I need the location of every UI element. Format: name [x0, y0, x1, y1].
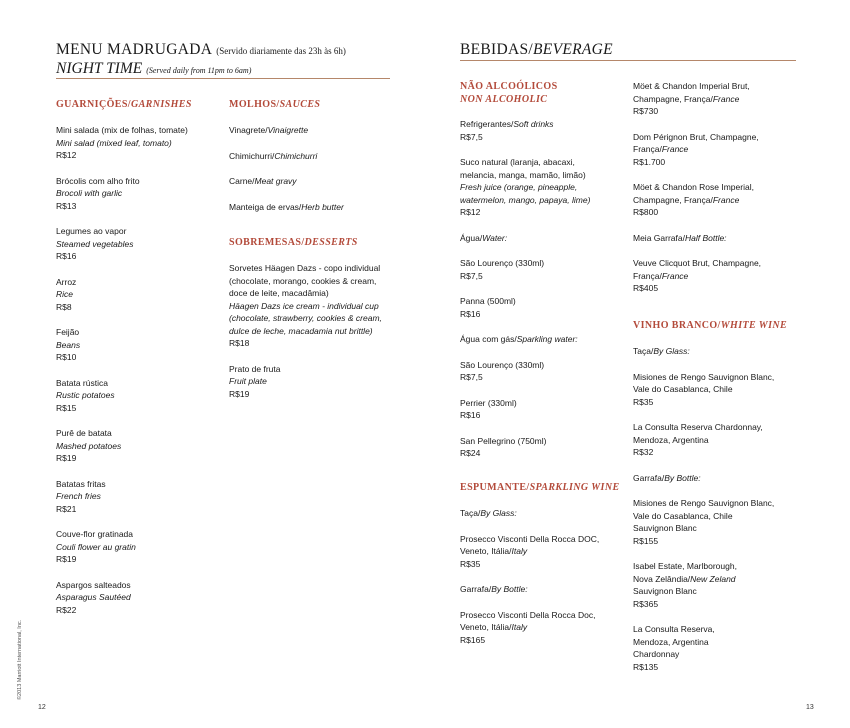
garnish-name-en: Rice	[56, 289, 74, 299]
sauce-name-pt: Carne/	[229, 176, 255, 186]
garnish-price: R$15	[56, 402, 77, 413]
drink-item	[460, 118, 630, 143]
garnish-name-line	[56, 175, 226, 188]
section-white-wine-pt: VINHO BRANCO/	[633, 320, 721, 331]
dessert-description-en: (chocolate, strawberry, cookies & cream,	[229, 313, 382, 323]
sauces-list	[229, 124, 399, 226]
wine-origin-pt: Veneto, Itália/	[460, 622, 512, 632]
section-sauces-pt: MOLHOS/	[229, 99, 280, 110]
page-title	[56, 41, 346, 59]
wine-name: La Consulta Reserva Chardonnay,	[633, 422, 763, 432]
drink-name: melancia, manga, mamão, limão)	[460, 169, 586, 180]
wine-item	[460, 609, 630, 647]
drink-name	[460, 118, 630, 131]
garnish-item	[56, 478, 226, 516]
sparkling-water-name: Perrier (330ml)	[460, 397, 517, 408]
wine-item	[633, 623, 808, 673]
by-glass-label-en: By Glass:	[480, 508, 517, 518]
beverage-title-en: BEVERAGE	[533, 41, 613, 58]
drink-name-en: watermelon, mango, papaya, lime)	[460, 194, 591, 205]
garnish-name-en: French fries	[56, 491, 101, 501]
sparkling-water-label-pt: Água com gás/	[460, 334, 517, 344]
drink-name-pt: Refrigerantes/	[460, 119, 514, 129]
by-glass-label-pt: Taça/	[633, 346, 654, 356]
garnish-price: R$10	[56, 352, 77, 362]
wine-price: R$35	[633, 396, 654, 407]
section-sauces	[229, 98, 320, 111]
non-alcoholic-list	[460, 118, 630, 473]
menu-subtitle: NIGHT TIME	[56, 60, 143, 77]
section-non-alcoholic	[460, 80, 558, 106]
garnish-name: Brócolis com alho frito	[56, 175, 140, 186]
section-sparkling-wine-pt: ESPUMANTE/	[460, 482, 530, 493]
garnish-item	[56, 579, 226, 617]
wine-price: R$165	[460, 634, 486, 645]
menu-subtitle-note: (Served daily from 11pm to 6am)	[146, 66, 252, 75]
dessert-description: (chocolate, morango, cookies & cream,	[229, 275, 377, 286]
wine-price: R$135	[633, 661, 659, 672]
garnish-name: Mini salada	[56, 125, 99, 135]
by-bottle-label-en: By Bottle:	[491, 584, 528, 594]
garnish-item	[56, 528, 226, 566]
wine-price: R$365	[633, 598, 659, 609]
champagne-origin-en: France	[712, 93, 740, 104]
dessert-description-en: dulce de leche, macadamia nut brittle)	[229, 325, 373, 336]
sparkling-water-item	[460, 435, 630, 460]
garnish-price: R$21	[56, 503, 77, 514]
sparkling-water-name: São Lourenço (330ml)	[460, 359, 545, 370]
garnish-name-en: Beans	[56, 339, 81, 350]
garnish-name: Legumes ao vapor	[56, 226, 127, 236]
section-desserts-pt: SOBREMESAS/	[229, 237, 305, 248]
champagne-origin-pt: Champagne, França/	[633, 93, 713, 104]
water-label-en: Water:	[482, 232, 508, 243]
wine-name: Chardonnay	[633, 649, 680, 659]
dessert-description-en: Häagen Dazs ice cream - individual cup	[229, 300, 379, 311]
dessert-name: Sorvetes Häagen Dazs - copo individual	[229, 263, 381, 273]
wine-origin-en: New Zeland	[690, 573, 736, 584]
copyright-note: ©2013 Marriott International, Inc.	[17, 619, 23, 700]
champagne-origin	[633, 194, 808, 207]
garnish-name: Couve-flor gratinada	[56, 529, 134, 539]
section-non-alcoholic-en: NON ALCOHOLIC	[460, 94, 548, 105]
dessert-description: doce de leite, macadâmia)	[229, 288, 329, 298]
sauce-name-en: Meat gravy	[254, 176, 297, 186]
garnish-name: Purê de batata	[56, 428, 112, 438]
champagne-name: Möet & Chandon Imperial Brut,	[633, 81, 750, 91]
wine-name: Prosecco Visconti Della Rocca Doc,	[460, 609, 596, 620]
section-non-alcoholic-pt: NÃO ALCOÓLICOS	[460, 81, 558, 92]
garnish-name-line	[56, 427, 226, 440]
drink-price: R$7,5	[460, 131, 483, 142]
garnish-price: R$12	[56, 150, 77, 160]
garnish-name-en: Mini salad (mixed leaf, tomato)	[56, 137, 172, 148]
drink-name-en: Fresh juice (orange, pineapple,	[460, 182, 578, 192]
section-desserts-en: DESSERTS	[304, 237, 358, 248]
by-bottle-label-pt: Garrafa/	[633, 472, 665, 483]
water-item	[460, 295, 630, 320]
garnish-name-line	[56, 225, 226, 238]
water-name: Panna (500ml)	[460, 296, 516, 306]
half-bottle-label	[633, 232, 808, 245]
menu-title: MENU MADRUGADA	[56, 41, 213, 58]
section-white-wine-en: WHITE WINE	[720, 320, 788, 331]
champagne-item	[633, 131, 808, 169]
wine-origin-en: Italy	[511, 622, 528, 632]
garnish-name-line	[56, 478, 226, 491]
wine-name: Prosecco Visconti Della Rocca DOC,	[460, 533, 600, 544]
garnish-price: R$19	[56, 453, 77, 463]
champagne-name: Veuve Clicquot Brut, Champagne,	[633, 258, 762, 268]
wine-origin-pt: Nova Zelândia/	[633, 573, 691, 584]
garnish-name-en: Rustic potatoes	[56, 390, 115, 400]
water-label	[460, 232, 630, 245]
drink-item	[460, 156, 630, 219]
champagne-list	[633, 80, 808, 308]
by-bottle-label	[460, 583, 630, 596]
champagne-origin-en: France	[661, 270, 689, 281]
beverage-title-pt: BEBIDAS/	[460, 41, 534, 58]
champagne-item	[633, 181, 808, 219]
sparkling-water-price: R$7,5	[460, 372, 483, 382]
half-bottle-label-pt: Meia Garrafa/	[633, 232, 685, 243]
garnish-name-en: Couli flower au gratin	[56, 541, 136, 552]
dessert-description-en: Fruit plate	[229, 376, 267, 386]
garnish-price: R$16	[56, 251, 77, 261]
champagne-price: R$405	[633, 283, 659, 293]
champagne-name: Möet & Chandon Rose Imperial,	[633, 182, 754, 192]
right-header-rule	[460, 60, 796, 61]
champagne-origin	[633, 93, 808, 106]
water-label-pt: Água/	[460, 232, 483, 243]
champagne-price: R$730	[633, 106, 659, 116]
garnish-price: R$22	[56, 604, 77, 615]
champagne-origin-pt: França/	[633, 270, 662, 281]
desserts-list	[229, 262, 404, 413]
champagne-name: Dom Pérignon Brut, Champagne,	[633, 131, 759, 142]
by-glass-label-pt: Taça/	[460, 508, 481, 518]
half-bottle-label-en: Half Bottle:	[684, 232, 727, 243]
champagne-price: R$800	[633, 207, 659, 217]
garnish-name-en: Steamed vegetables	[56, 238, 134, 249]
water-item	[460, 257, 630, 282]
by-bottle-label	[633, 472, 808, 485]
champagne-origin-en: France	[661, 144, 689, 154]
dessert-price: R$18	[229, 338, 250, 348]
wine-origin-en: Italy	[511, 546, 528, 556]
garnish-name: Feijão	[56, 327, 80, 337]
wine-item	[633, 560, 808, 610]
wine-item	[633, 497, 808, 547]
wine-name: Sauvignon Blanc	[633, 523, 697, 533]
sparkling-water-label-en: Sparkling water:	[516, 334, 578, 344]
left-header-rule	[56, 78, 390, 79]
wine-item	[633, 421, 808, 459]
champagne-origin-pt: França/	[633, 144, 662, 154]
wine-name: Misiones de Rengo Sauvignon Blanc,	[633, 498, 775, 508]
garnish-description: (mix de folhas, tomate)	[99, 125, 188, 135]
garnish-name: Arroz	[56, 276, 77, 287]
dessert-name: Prato de fruta	[229, 363, 281, 374]
garnish-name-line	[56, 124, 226, 137]
wine-name: Vale do Casablanca, Chile	[633, 384, 733, 394]
section-white-wine	[633, 319, 787, 332]
water-price: R$16	[460, 308, 481, 319]
dessert-item	[229, 262, 404, 350]
wine-name: Misiones de Rengo Sauvignon Blanc,	[633, 371, 775, 382]
wine-grape: Sauvignon Blanc	[633, 586, 697, 596]
wine-price: R$155	[633, 535, 659, 546]
sparkling-water-price: R$16	[460, 410, 481, 420]
sauce-name-pt: Manteiga de ervas/	[229, 201, 302, 212]
section-garnishes-en: GARNISHES	[130, 99, 192, 110]
menu-title-note: (Servido diariamente das 23h às 6h)	[216, 46, 346, 56]
page-number-right: 13	[806, 704, 814, 711]
section-garnishes	[56, 98, 192, 111]
sauce-name-en: Vinaigrette	[267, 125, 309, 135]
sparkling-water-price: R$24	[460, 448, 481, 458]
sauce-item	[229, 124, 399, 137]
wine-name: Isabel Estate, Marlborough,	[633, 561, 737, 571]
sauce-name-pt: Vinagrete/	[229, 125, 268, 135]
drink-name: Suco natural (laranja, abacaxi,	[460, 157, 575, 167]
dessert-price: R$19	[229, 388, 250, 399]
garnish-item	[56, 124, 226, 162]
wine-origin	[460, 545, 630, 558]
garnish-item	[56, 326, 226, 364]
garnish-name-line	[56, 326, 226, 339]
wine-price: R$32	[633, 447, 654, 457]
champagne-origin-pt: Champagne, França/	[633, 194, 713, 205]
garnish-item	[56, 427, 226, 465]
wine-origin	[460, 621, 630, 634]
beverage-title	[460, 41, 613, 59]
sauce-item	[229, 201, 399, 214]
wine-item	[633, 371, 808, 409]
garnish-name: Aspargos salteados	[56, 579, 131, 590]
garnish-name-line	[56, 377, 226, 390]
by-bottle-label-pt: Garrafa/	[460, 584, 492, 594]
drink-price: R$12	[460, 207, 481, 217]
sauce-name-en: Herb butter	[301, 201, 344, 212]
garnish-name-en: Brocoli with garlic	[56, 188, 123, 198]
champagne-item	[633, 80, 808, 118]
garnish-name-line	[56, 528, 226, 541]
garnish-name-line	[56, 276, 226, 289]
by-glass-label-en: By Glass:	[653, 346, 690, 356]
garnish-item	[56, 225, 226, 263]
sauce-item	[229, 175, 399, 188]
sauce-name-en: Chimichurri	[274, 150, 318, 161]
sauce-name-pt: Chimichurri/	[229, 150, 275, 161]
page-number-left: 12	[38, 704, 46, 711]
wine-name: Mendoza, Argentina	[633, 434, 709, 445]
wine-name: Vale do Casablanca, Chile	[633, 510, 733, 521]
champagne-origin	[633, 143, 808, 156]
wine-origin-pt: Veneto, Itália/	[460, 546, 512, 556]
section-garnishes-pt: GUARNIÇÕES/	[56, 99, 131, 110]
champagne-price: R$1.700	[633, 156, 666, 167]
sparkling-water-item	[460, 397, 630, 422]
wine-item	[460, 533, 630, 571]
water-price: R$7,5	[460, 270, 483, 281]
champagne-origin	[633, 270, 808, 283]
section-desserts	[229, 236, 358, 249]
wine-name: La Consulta Reserva,	[633, 624, 715, 634]
water-name: São Lourenço (330ml)	[460, 258, 545, 268]
garnishes-list	[56, 124, 226, 629]
garnish-item	[56, 175, 226, 213]
sparkling-water-item	[460, 359, 630, 384]
section-sparkling-wine	[460, 481, 620, 494]
garnish-name: Batatas fritas	[56, 478, 106, 489]
sparkling-water-label	[460, 333, 630, 346]
by-bottle-label-en: By Bottle:	[664, 472, 701, 483]
section-sparkling-wine-en: SPARKLING WINE	[529, 482, 620, 493]
garnish-name-en: Mashed potatoes	[56, 440, 122, 451]
garnish-item	[56, 276, 226, 314]
wine-price: R$35	[460, 558, 481, 569]
garnish-name: Batata rústica	[56, 377, 108, 388]
sparkling-water-name: San Pellegrino (750ml)	[460, 435, 547, 446]
by-glass-label	[460, 507, 630, 520]
wine-name: Mendoza, Argentina	[633, 636, 709, 647]
champagne-origin-en: France	[712, 194, 740, 205]
dessert-item	[229, 363, 404, 401]
sauce-item	[229, 150, 399, 163]
garnish-item	[56, 377, 226, 415]
page-subtitle	[56, 60, 251, 78]
by-glass-label	[633, 345, 808, 358]
garnish-price: R$19	[56, 554, 77, 564]
garnish-name-line	[56, 579, 226, 592]
garnish-price: R$8	[56, 301, 72, 312]
garnish-price: R$13	[56, 200, 77, 211]
garnish-name-en: Asparagus Sautéed	[56, 592, 131, 602]
champagne-item	[633, 257, 808, 295]
sparkling-wine-list	[460, 507, 630, 659]
white-wine-list	[633, 345, 808, 686]
drink-name-en: Soft drinks	[513, 119, 554, 129]
section-sauces-en: SAUCES	[279, 99, 321, 110]
wine-origin	[633, 573, 808, 586]
